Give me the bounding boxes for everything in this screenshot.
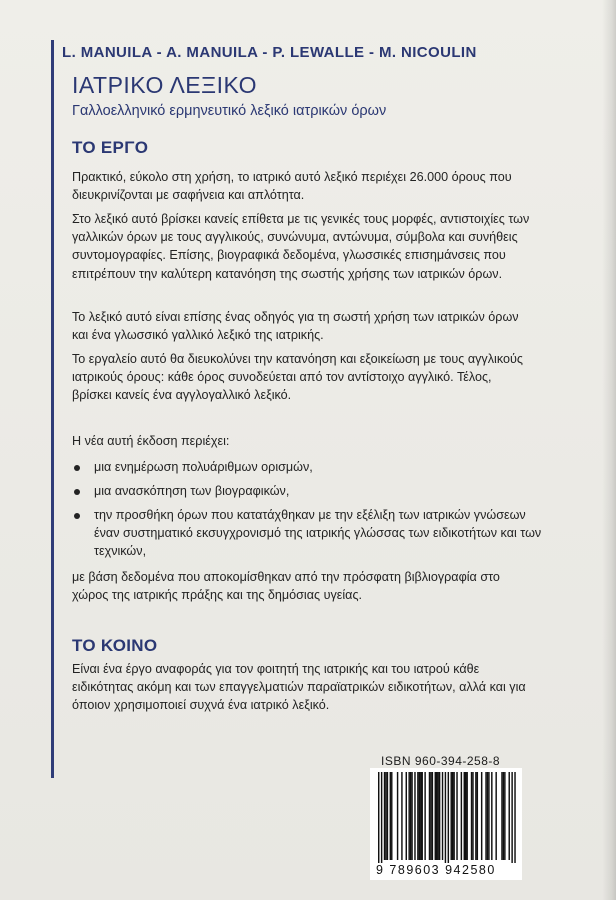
barcode-bar (464, 772, 465, 860)
barcode-bar (491, 772, 492, 860)
barcode-bar (487, 772, 488, 860)
barcode-bar (501, 772, 502, 860)
barcode-bar (442, 772, 443, 860)
barcode-bar (485, 772, 486, 860)
barcode-bar (420, 772, 421, 860)
barcode-bar (437, 772, 438, 860)
audience-paragraph: Είναι ένα έργο αναφοράς για τον φοιτητή της ιατρικής και του ιατρού κάθε ειδικότητας ακόμη και των επαγγελματιών παραϊατρικών ειδικοτήτων, αλλά και για όποιον χρησιμοποιεί συχνά ένα ιατρικό λεξικό. (72, 662, 526, 713)
barcode-bar (424, 772, 425, 860)
vertical-rule (51, 40, 54, 778)
barcode-bar (481, 772, 482, 860)
barcode-bar (475, 772, 476, 860)
isbn-label: ISBN 960-394-258-8 (381, 754, 501, 768)
barcode-bar (511, 772, 512, 866)
bullet-icon (74, 465, 80, 471)
barcode-bar (429, 772, 430, 860)
barcode-bar (504, 772, 505, 860)
barcode-bar (381, 772, 382, 866)
list-item (72, 482, 542, 500)
book-subtitle: Γαλλοελληνικό ερμηνευτικό λεξικό ιατρικών όρων (72, 103, 387, 119)
barcode-bar (452, 772, 453, 860)
barcode-bar (397, 772, 398, 860)
barcode-bar (514, 772, 515, 866)
closing-paragraph: με βάση δεδομένα που αποκομίσθηκαν από την πρόσφατη βιβλιογραφία στο χώρος της ιατρικής πράξης και της δημόσιας υγείας. (72, 570, 500, 603)
barcode-bar (430, 772, 431, 860)
barcode-bar (448, 772, 449, 866)
list-item-text: την προσθήκη όρων που κατατάχθηκαν με την εξέλιξη των ιατρικών γνώσεων έναν συστηματικό εκσυγχρονισμό της ιατρικής γλώσσας των ειδικοτήτων και των τεχνικών, (94, 508, 542, 559)
barcode-bar (472, 772, 473, 860)
barcode-bar (471, 772, 472, 860)
barcode-bar (410, 772, 411, 860)
list-item-text: μια ενημέρωση πολυάριθμων ορισμών, (94, 460, 313, 474)
barcode-bar (411, 772, 412, 860)
book-title: ΙΑΤΡΙΚΟ ΛΕΞΙΚΟ (72, 72, 258, 98)
barcode-bar (408, 772, 409, 860)
paragraph-1: Πρακτικό, εύκολο στη χρήση, το ιατρικό αυτό λεξικό περιέχει 26.000 όρους που διευκρινίζονται με σαφήνεια και απλότητα. (72, 170, 512, 203)
barcode-bar (509, 772, 510, 860)
section-heading-work: ΤΟ ΕΡΓΟ (72, 138, 149, 157)
barcode-bar (391, 772, 392, 860)
barcode-bar (432, 772, 433, 860)
barcode-bar (435, 772, 436, 860)
list-item (72, 458, 542, 476)
barcode-bar (439, 772, 440, 860)
barcode-bar (436, 772, 437, 860)
barcode-bar (390, 772, 391, 860)
barcode-bar (461, 772, 462, 860)
barcode-bar (384, 772, 385, 860)
barcode-bar (378, 772, 379, 866)
barcode-bar (422, 772, 423, 860)
bullet-icon (74, 489, 80, 495)
barcode-bar (456, 772, 457, 860)
list-item (72, 506, 542, 561)
barcode-bar (495, 772, 496, 860)
paragraph-4: Το εργαλείο αυτό θα διευκολύνει την κατανόηση και εξοικείωση με τους αγγλικούς ιατρικούς όρους: κάθε όρος συνοδεύεται από τον αντίστοιχο αγγλικό. Τέλος, βρίσκει κανείς ένα αγγλογαλλικό λεξικό. (72, 352, 523, 403)
edition-intro: Η νέα αυτή έκδοση περιέχει: (72, 434, 230, 448)
barcode-bar (453, 772, 454, 860)
paragraph-3: Το λεξικό αυτό είναι επίσης ένας οδηγός για τη σωστή χρήση των ιατρικών όρων και ένα γλωσσικό γαλλικό λεξικό της ιατρικής. (72, 310, 519, 343)
bullet-icon (74, 513, 80, 519)
barcode-bar (451, 772, 452, 860)
barcode-bar (414, 772, 415, 860)
barcode-bar (401, 772, 402, 860)
barcode-digits: 9 789603 942580 (376, 863, 521, 877)
barcode-bar (488, 772, 489, 860)
authors-line: L. MANUILA - A. MANUILA - P. LEWALLE - M. NICOULIN (62, 44, 477, 61)
barcode-bar (445, 772, 446, 866)
barcode-bar (477, 772, 478, 860)
cover-edge-shadow (602, 0, 616, 900)
barcode-bar (419, 772, 420, 860)
barcode-bar (385, 772, 386, 860)
barcode-bar (465, 772, 466, 860)
barcode-bar (387, 772, 388, 860)
paragraph-2: Στο λεξικό αυτό βρίσκει κανείς επίθετα με τις γενικές τους μορφές, αντιστοιχίες των γαλλικών όρων με τους αγγλικούς, συνώνυμα, αντώνυμα, σύμβολα και συνήθεις συντομογραφίες. Επίσης, βιογραφικά δεδομένα, γλωσσικές επισημάνσεις που επιτρέπουν την καλύτερη κατανόηση της σωστής χρήσης των ιατρικών όρων. (72, 212, 530, 281)
barcode-bar (503, 772, 504, 860)
barcode-bar (406, 772, 407, 860)
section-heading-audience: ΤΟ ΚΟΙΝΟ (72, 636, 158, 655)
barcode-bars (370, 768, 522, 866)
list-item-text: μια ανασκόπηση των βιογραφικών, (94, 484, 290, 498)
barcode-bar (417, 772, 418, 860)
barcode-bar (466, 772, 467, 860)
